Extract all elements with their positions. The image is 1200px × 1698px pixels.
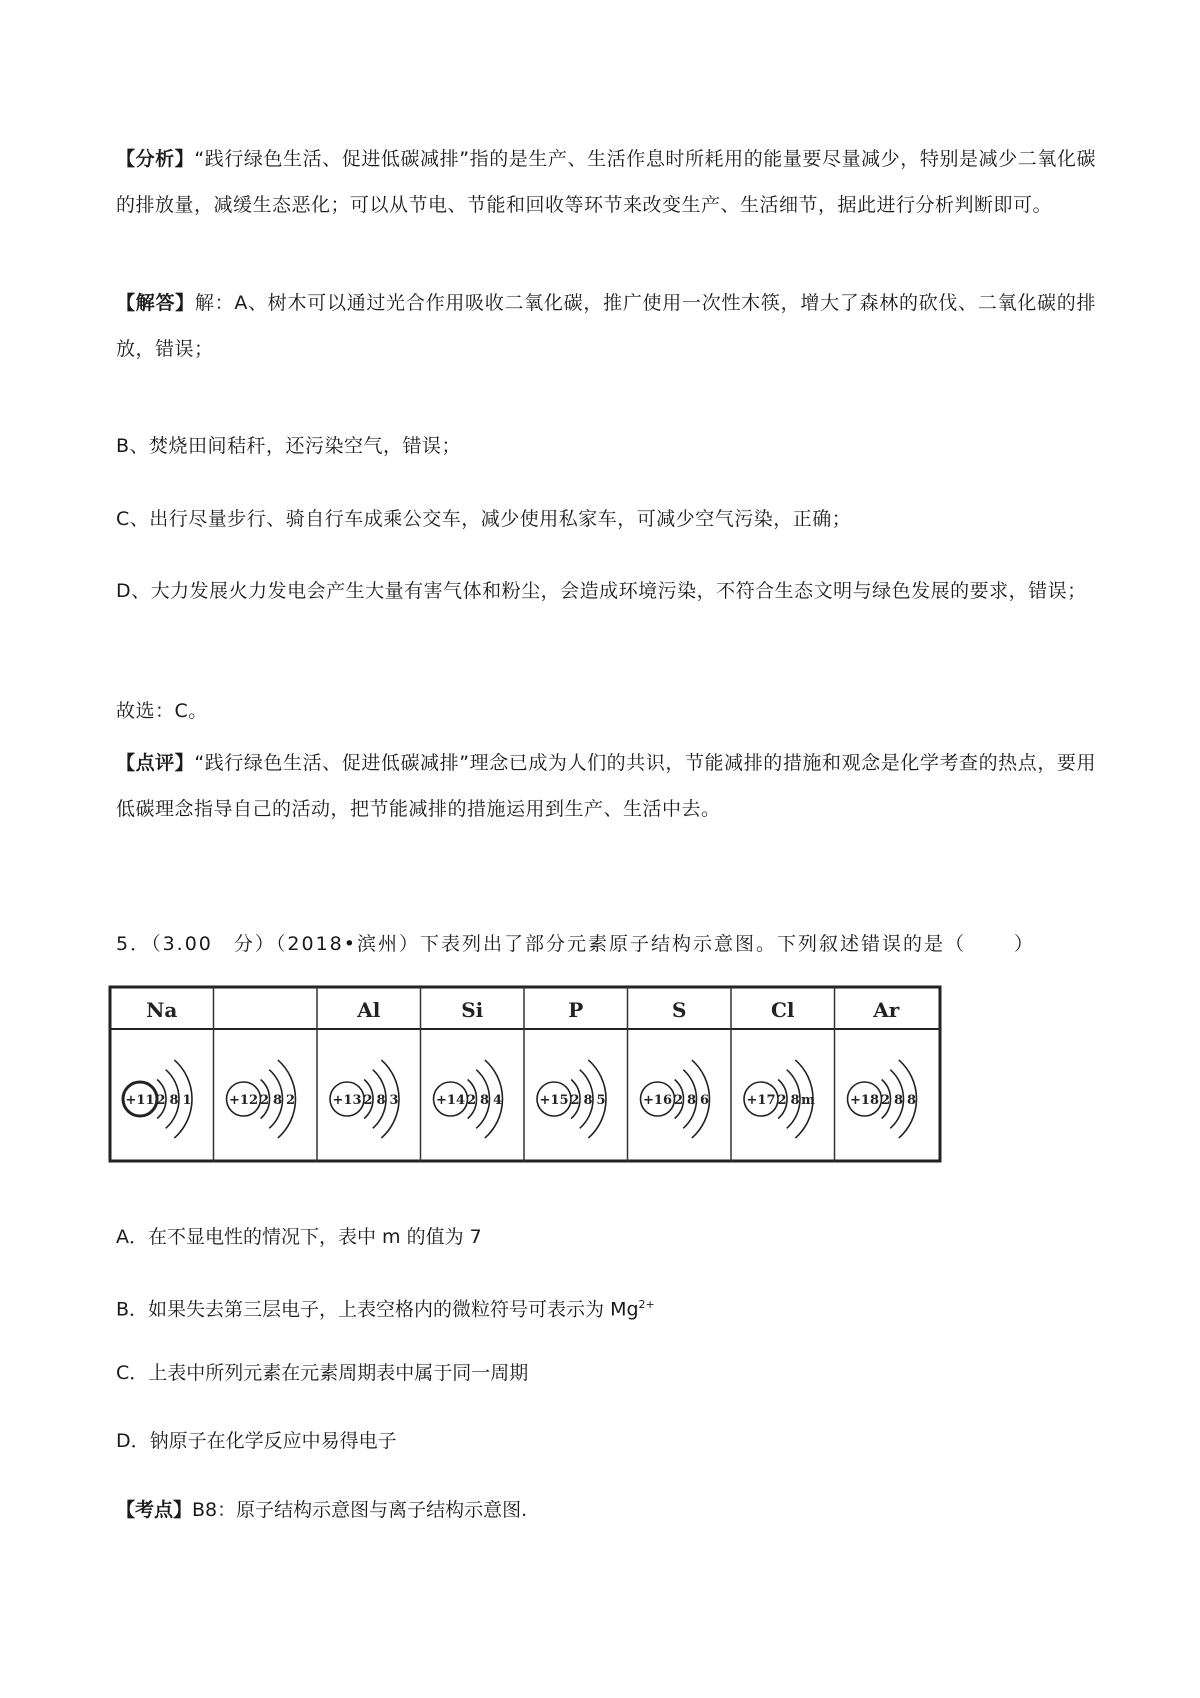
electron-count: 2 [673, 1093, 684, 1108]
answer-text: 解：A、树木可以通过光合作用吸收二氧化碳，推广使用一次性木筷，增大了森林的砍伐、二氧化碳的排放，错误； [116, 292, 1096, 360]
electron-count: 8 [479, 1093, 490, 1108]
answer-option-c: C、出行尽量步行、骑自行车成乘公交车，减少使用私家车，可减少空气污染，正确； [116, 508, 852, 530]
knowledge-point [116, 1495, 527, 1525]
element-symbol: Si [461, 998, 484, 1022]
knowledge-text: B8：原子结构示意图与离子结构示意图. [192, 1499, 528, 1521]
comment-paragraph [116, 740, 1096, 832]
nucleus-charge: +15 [539, 1093, 569, 1108]
electron-count: 8 [790, 1093, 800, 1108]
analysis-label: 【分析】 [116, 148, 195, 170]
nucleus-charge: +14 [436, 1093, 465, 1108]
element-symbol: Na [146, 998, 178, 1022]
analysis-text: “践行绿色生活、促进低碳减排”指的是生产、生活作息时所耗用的能量要尽量减少，特别是减少二氧化碳的排放量，减缓生态恶化；可以从节电、节能和回收等环节来改变生产、生活细节，据此进行分析判断即可。 [116, 148, 1096, 216]
question-5-stem-text: 5．（3.00 分）（2018•滨州）下表列出了部分元素原子结构示意图。下列叙述错误的是（ [116, 933, 966, 955]
electron-count: 2 [466, 1093, 477, 1108]
electron-count: 2 [259, 1093, 270, 1108]
element-symbol: Al [357, 998, 381, 1022]
option-d: D．钠原子在化学反应中易得电子 [116, 1430, 397, 1452]
analysis-paragraph [116, 136, 1096, 228]
electron-count: 2 [880, 1093, 891, 1108]
element-symbol: S [672, 998, 687, 1022]
electron-count: 1 [182, 1093, 192, 1108]
electron-count: 4 [492, 1093, 503, 1108]
electron-count: 8 [906, 1093, 917, 1108]
answer-option-b: B、焚烧田间秸秆，还污染空气，错误； [116, 435, 462, 457]
electron-count: m [801, 1093, 815, 1108]
electron-count: 8 [169, 1093, 179, 1108]
question-5-stem-close: ） [1013, 933, 1035, 955]
answer-label: 【解答】 [116, 292, 195, 314]
comment-text: “践行绿色生活、促进低碳减排”理念已成为人们的共识，节能减排的措施和观念是化学考查的热点，要用低碳理念指导自己的活动，把节能减排的措施运用到生产、生活中去。 [116, 752, 1096, 820]
knowledge-label: 【考点】 [116, 1499, 193, 1521]
electron-count: 6 [699, 1093, 710, 1108]
element-symbol: P [568, 998, 584, 1022]
comment-label: 【点评】 [116, 752, 195, 774]
electron-count: 2 [777, 1093, 787, 1108]
nucleus-charge: +18 [850, 1093, 879, 1108]
electron-count: 2 [285, 1093, 296, 1108]
electron-count: 8 [272, 1093, 283, 1108]
option-b [116, 1290, 655, 1324]
nucleus-charge: +13 [332, 1093, 362, 1108]
electron-count: 2 [570, 1093, 580, 1108]
table-border [110, 987, 940, 1161]
electron-count: 3 [389, 1093, 399, 1108]
option-b-text: B．如果失去第三层电子，上表空格内的微粒符号可表示为 Mg [116, 1298, 639, 1321]
element-symbol: Cl [770, 998, 795, 1022]
answer-option-d: D、大力发展火力发电会产生大量有害气体和粉尘，会造成环境污染，不符合生态文明与绿色发展的要求，错误； [116, 580, 1087, 602]
option-c: C．上表中所列元素在元素周期表中属于同一周期 [116, 1362, 529, 1384]
electron-count: 8 [376, 1093, 386, 1108]
nucleus-charge: +17 [746, 1093, 776, 1108]
element-symbol: Ar [873, 998, 900, 1022]
nucleus-charge: +16 [643, 1093, 672, 1108]
atom-structure-table [108, 983, 946, 1169]
nucleus-charge: +12 [229, 1093, 258, 1108]
electron-count: 8 [686, 1093, 697, 1108]
electron-count: 5 [596, 1093, 606, 1108]
option-a: A．在不显电性的情况下，表中 m 的值为 7 [116, 1226, 482, 1248]
electron-count: 2 [156, 1093, 166, 1108]
electron-count: 8 [583, 1093, 593, 1108]
nucleus-charge: +11 [125, 1093, 155, 1108]
electron-count: 8 [893, 1093, 904, 1108]
electron-count: 2 [363, 1093, 373, 1108]
option-b-charge: 2+ [638, 1298, 655, 1311]
answer-paragraph [116, 280, 1096, 372]
answer-choice: 故选：C。 [116, 700, 208, 722]
question-5-stem [116, 929, 1096, 959]
